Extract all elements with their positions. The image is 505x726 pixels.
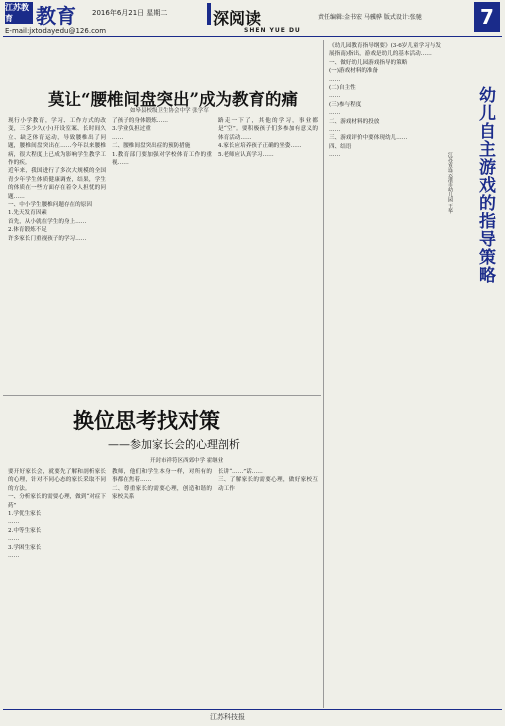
- article2-title: 换位思考找对策: [73, 408, 220, 433]
- column-title-en: SHEN YUE DU: [244, 27, 301, 34]
- article3-body: 《幼儿园教育指导纲要》(3-6岁儿童学习与发展指南)指出，游戏是幼儿的基本活动…… 一、做好幼儿园游戏指导的策略 (一)游戏材料的准备 …… (二)自主性 …… (三)参与程度 …… 二、游戏材料的投放 …… 三、游戏评价中要体现幼儿…… 四、结语 ……: [329, 43, 441, 159]
- column-title: 深阅读: [213, 9, 262, 28]
- footer-text: 江苏科技报: [210, 713, 245, 721]
- column-bar: [207, 3, 211, 25]
- article1-col3: 路走一下了，其他的学习，事业都是“空”。要积极孩子们多参加有意义的体育活动…… 4.家长应培养孩子正确的坐姿…… 5.老师应认真学习……: [218, 118, 318, 158]
- article1-col2: 了孩子的身体锻炼…… 3.学业负担过重 …… 二、腰椎间盘突出症的预防措施 1.教育部门要加强对学校体育工作的重视……: [112, 118, 212, 167]
- editors-credit: 责任编辑:金书宏 马骥骅 版式设计:张驰: [318, 14, 422, 21]
- header-rule: [3, 36, 502, 37]
- vertical-divider: [323, 40, 324, 708]
- article2-col1: 要开好家长会，就要先了解和剖析家长的心理，针对不同心态的家长采取不同的方法。 一、分析家长的需要心理，做到“对症下药” 1.学优生家长 …… 2.中等生家长 …… 3.学困生家长 ……: [8, 469, 106, 560]
- article3-byline: 江苏省连云港市幼儿园 王华: [447, 152, 453, 214]
- article2-subtitle: ——参加家长会的心理剖析: [108, 438, 240, 451]
- newspaper-logo: 江苏教育: [5, 2, 33, 24]
- issue-date: 2016年6月21日 星期二: [92, 9, 168, 17]
- page-number: 7: [474, 2, 500, 32]
- article1-title: 莫让“腰椎间盘突出”成为教育的痛: [48, 90, 298, 109]
- article2-col2: 教师，他们和学生本身一样，对所有的事都在焦着…… 二、尊重家长的需要心理，创造和谐的家校关系: [112, 469, 212, 501]
- section-name: 教育: [36, 4, 76, 28]
- article1-byline: 如皋县校级卫生协会中学 张学军: [130, 108, 209, 114]
- article2-col3: 长讲“……”话…… 三、了解家长的需要心理，做好家校互动工作: [218, 469, 318, 492]
- article1-col1: 现行小学教育，学习、工作方式的改变，三多少久(小)开设室案、长时间久立、缺乏体育运动，导致腰椎出了问题，腰椎间盘突出在……今年以来腰椎病，很大程度上已成为影响学生教学工作的疾。 近年来，我国进行了多次大规模的全国青少年学生体质健康调查，结果，学生的体质在一些方面存在着令人担忧的问题…… 一、中小学生腰椎问题存在的原因 1.先天发育因素 首先，从小就在学生的身上…… 2.体育锻炼不足 许多家长门重视孩子的学习……: [8, 118, 106, 242]
- article3-title: 幼儿自主游戏的指导策略: [475, 86, 495, 284]
- article2-byline: 开封市祥符区西郊中学 霍继业: [150, 458, 224, 464]
- contact-email: E-mail:jxtodayedu@126.com: [5, 27, 107, 35]
- horizontal-divider: [3, 395, 321, 396]
- footer-rule: [3, 709, 502, 710]
